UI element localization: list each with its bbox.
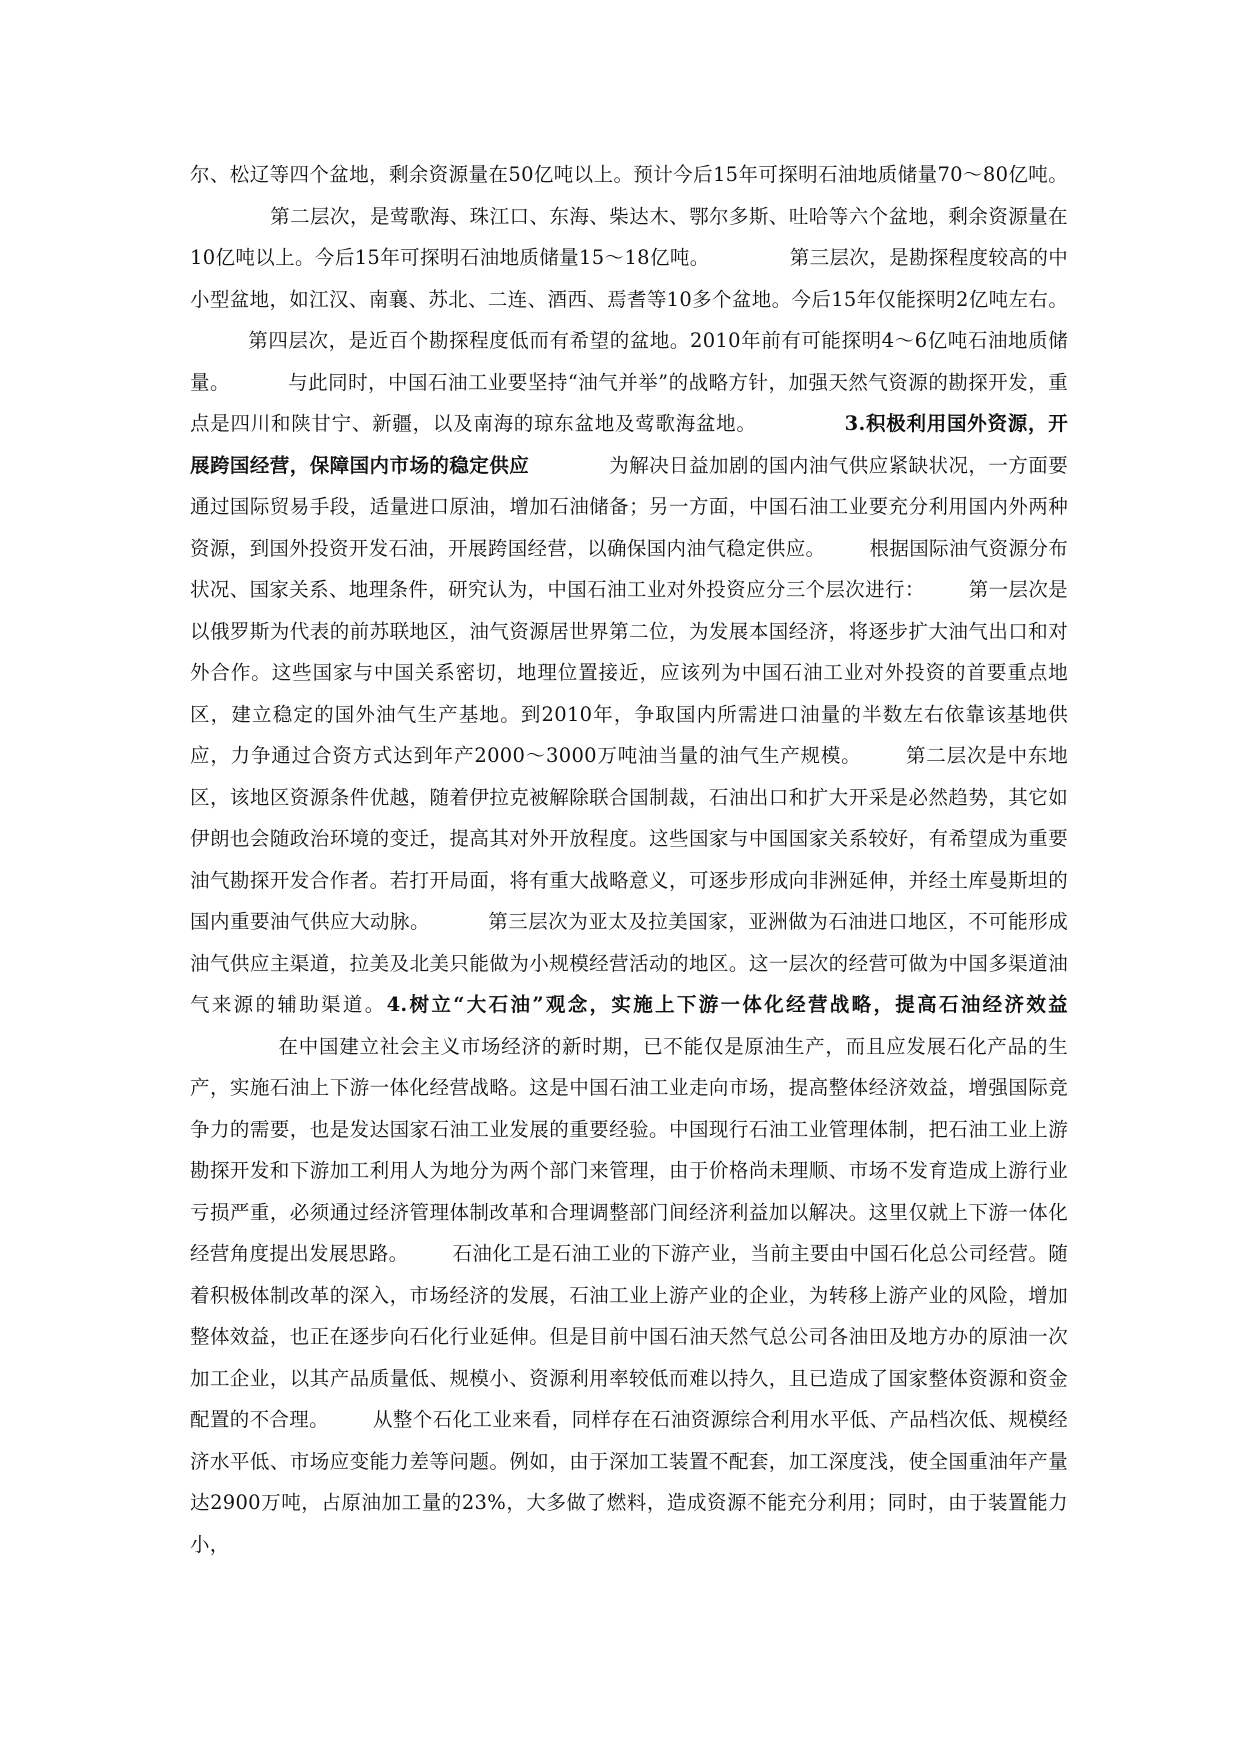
paragraph-third-tier-asia-pacific: 第三层次为亚太及拉美国家，亚洲做为石油进口地区，不可能形成油气供应主渠道，拉美及北美只能做为小规模经营活动的地区。这一层次的经营可做为中国多渠道油气来源的辅助渠道。 [190,910,1068,1016]
paragraph-petrochemical: 石油化工是石油工业的下游产业，当前主要由中国石化总公司经营。随着积极体制改革的深入，市场经济的发展，石油工业上游产业的企业，为转移上游产业的风险，增加整体效益，也正在逐步向石化行业延伸。但是目前中国石油天然气总公司各油田及地方办的原油一次加工企业，以其产品质量低、规模小、资源利用率较低而难以持久，且已造成了国家整体资源和资金配置的不合理。 [190,1242,1068,1431]
paragraph-foreign-resources: 为解决日益加剧的国内油气供应紧缺状况，一方面要通过国际贸易手段，适量进口原油，增加石油储备；另一方面，中国石油工业要充分利用国内外两种资源，到国外投资开发石油，开展跨国经营，以确保国内油气稳定供应。 [190,453,1068,560]
paragraph-industry-problems: 从整个石化工业来看，同样存在石油资源综合利用水平低、产品档次低、规模经济水平低、市场应变能力差等问题。例如，由于深加工装置不配套，加工深度浅，使全国重油年产量达2900万吨，占原油加工量的23%，大多做了燃料，造成资源不能充分利用；同时，由于装置能力小， [190,1408,1068,1556]
section-heading-4: 4.树立“大石油”观念，实施上下游一体化经营战略，提高石油经济效益 [386,993,1068,1016]
paragraph-basin-fourth-tier: 第四层次，是近百个勘探程度低而有希望的盆地。2010年前有可能探明4～6亿吨石油地质储量。 [190,329,1068,394]
paragraph-basin-first-tier-end: 尔、松辽等四个盆地，剩余资源量在50亿吨以上。预计今后15年可探明石油地质储量70～80亿吨。 [190,163,1068,186]
paragraph-integration-strategy: 在中国建立社会主义市场经济的新时期，已不能仅是原油生产，而且应发展石化产品的生产，实施石油上下游一体化经营战略。这是中国石油工业走向市场，提高整体经济效益，增强国际竞争力的需要，也是发达国家石油工业发展的重要经验。中国现行石油工业管理体制，把石油工业上游勘探开发和下游加工利用人为地分为两个部门来管理，由于价格尚未理顺、市场不发育造成上游行业亏损严重，必须通过经济管理体制改革和合理调整部门间经济利益加以解决。这里仅就上下游一体化经营角度提出发展思路。 [190,1034,1068,1265]
paragraph-basin-third-tier: 第三层次，是勘探程度较高的中小型盆地，如江汉、南襄、苏北、二连、酒西、焉耆等10多个盆地。今后15年仅能探明2亿吨左右。 [190,246,1069,311]
body-text [190,154,1068,1565]
paragraph-investment-tiers: 根据国际油气资源分布状况、国家关系、地理条件，研究认为，中国石油工业对外投资应分三个层次进行： [190,536,1068,601]
section-heading-3: 3.积极利用国外资源，开展跨国经营，保障国内市场的稳定供应 [190,412,1068,477]
paragraph-second-tier-middle-east: 第二层次是中东地区，该地区资源条件优越，随着伊拉克被解除联合国制裁，石油出口和扩大开采是必然趋势，其它如伊朗也会随政治环境的变迁，提高其对外开放程度。这些国家与中国国家关系较好，有希望成为重要油气勘探开发合作者。若打开局面，将有重大战略意义，可逐步形成向非洲延伸，并经土库曼斯坦的国内重要油气供应大动脉。 [190,744,1068,933]
paragraph-first-tier-russia: 第一层次是以俄罗斯为代表的前苏联地区，油气资源居世界第二位，为发展本国经济，将逐步扩大油气出口和对外合作。这些国家与中国关系密切，地理位置接近，应该列为中国石油工业对外投资的首要重点地区，建立稳定的国外油气生产基地。到2010年，争取国内所需进口油量的半数左右依靠该基地供应，力争通过合资方式达到年产2000～3000万吨油当量的油气生产规模。 [190,578,1068,767]
paragraph-natural-gas: 与此同时，中国石油工业要坚持“油气并举”的战略方针，加强天然气资源的勘探开发，重点是四川和陕甘宁、新疆，以及南海的琼东盆地及莺歌海盆地。 [190,370,1068,435]
paragraph-basin-second-tier: 第二层次，是莺歌海、珠江口、东海、柴达木、鄂尔多斯、吐哈等六个盆地，剩余资源量在10亿吨以上。今后15年可探明石油地质储量15～18亿吨。 [190,204,1068,269]
